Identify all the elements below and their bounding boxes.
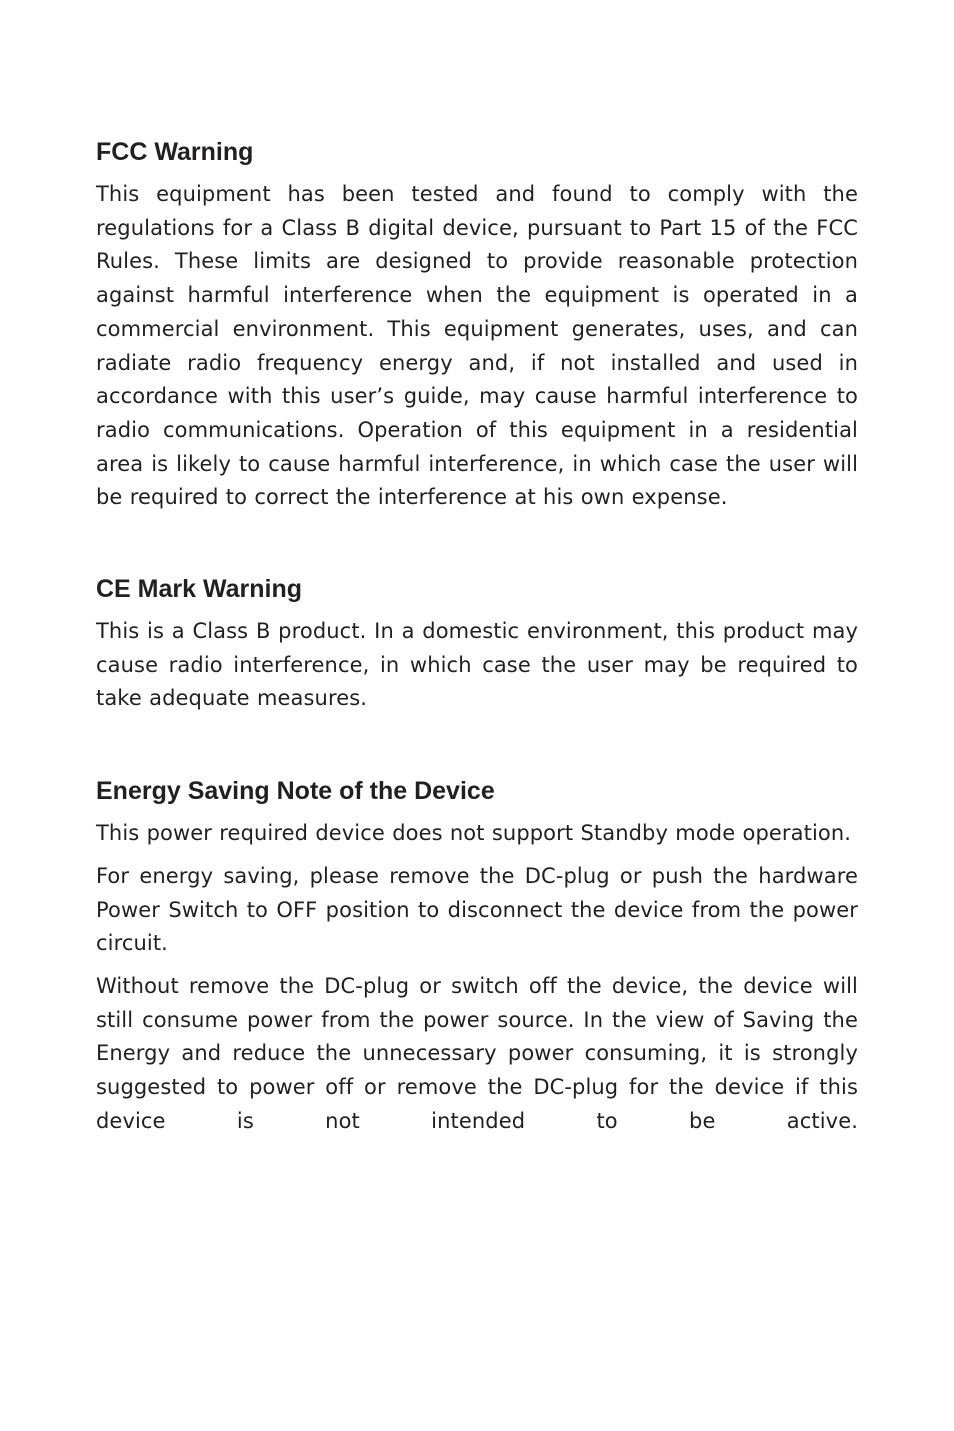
fcc-warning-section [96,134,858,515]
section-title: CE Mark Warning [96,575,303,604]
paragraph: This is a Class B product. In a domestic environment, this product may cause radio interference, in which case the user may be required to take adequate measures. [96,619,858,711]
section-title: FCC Warning [96,138,254,166]
paragraph: This power required device does not support Standby mode operation. [96,821,852,846]
document-page [96,134,858,1138]
energy-saving-section [96,773,858,1138]
ce-mark-warning-section [96,571,858,716]
paragraph: For energy saving, please remove the DC-plug or push the hardware Power Switch to OFF position to disconnect the device from the power circuit. [96,863,858,956]
paragraph: Without remove the DC-plug or switch off the device, the device will still consume power from the power source. In the view of Saving the Energy and reduce the unnecessary power consuming, it is strongly suggested to power off or remove the DC-plug for the device if this device is not intended to be active. [96,973,858,1133]
section-title: Energy Saving Note of the Device [96,777,495,806]
paragraph: This equipment has been tested and found to comply with the regulations for a Class B digital device, pursuant to Part 15 of the FCC Rules. These limits are designed to provide reasonable protection against harmful interference when the equipment is operated in a commercial environment. This equipment generates, uses, and can radiate radio frequency energy and, if not installed and used in accordance with this user’s guide, may cause harmful interference to radio communications. Operation of this equipment in a residential area is likely to cause harmful interference, in which case the user will be required to correct the interference at his own expense. [96,182,858,510]
